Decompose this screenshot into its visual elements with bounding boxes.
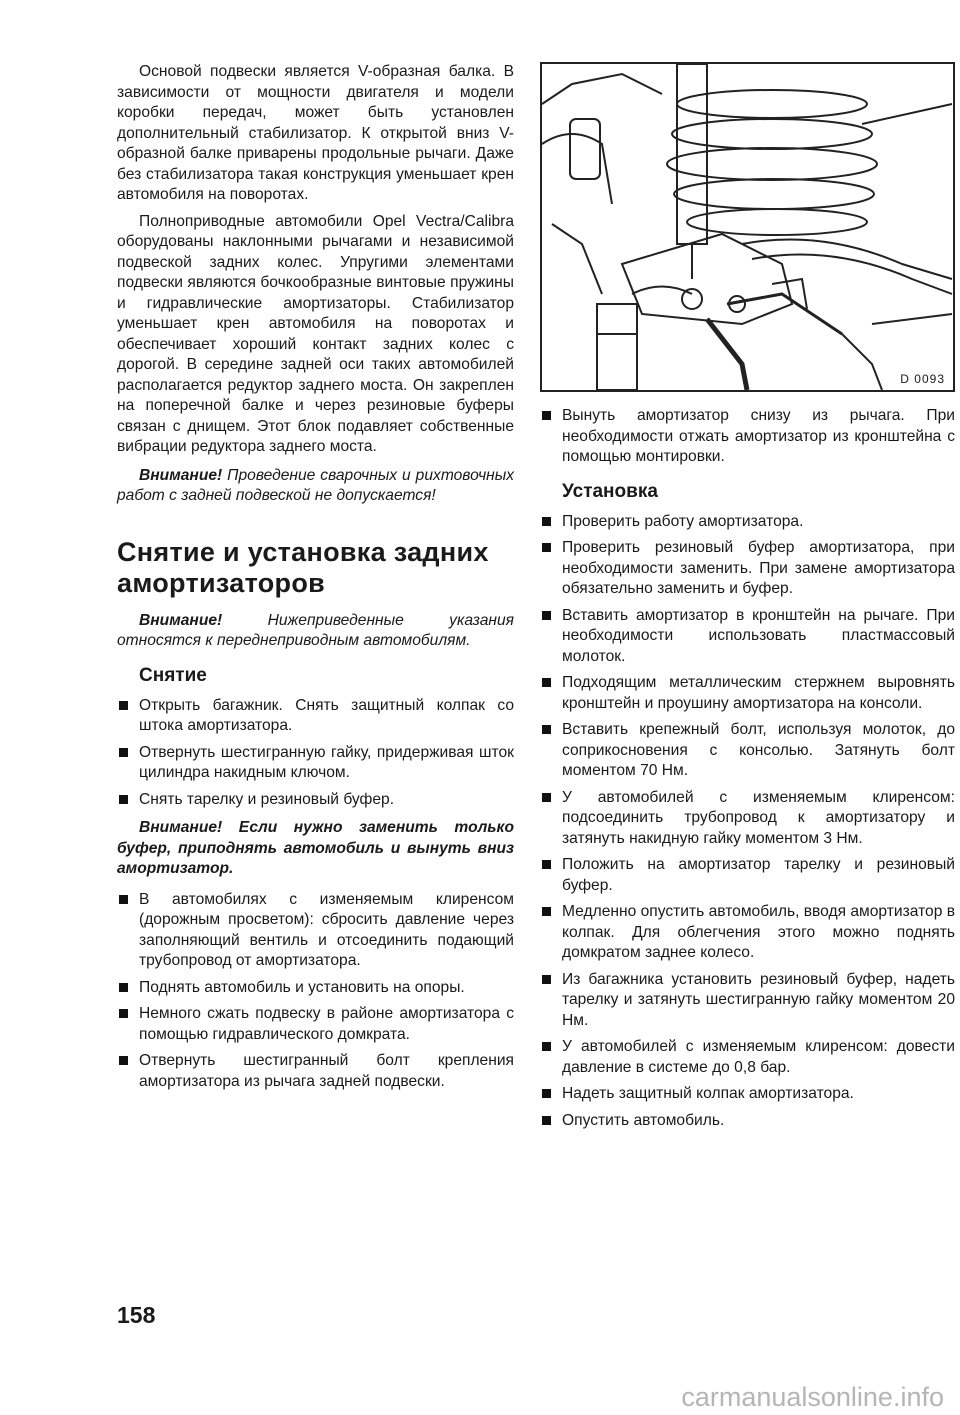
install-steps: [540, 512, 955, 1132]
bullet-icon: [119, 701, 128, 710]
list-item: Медленно опустить автомобиль, вводя амортизатор в колпак. Для облегчения этого можно поднять домкратом заднее колесо.: [540, 902, 955, 964]
bullet-icon: [542, 975, 551, 984]
list-item: Отвернуть шестигранную гайку, придерживая шток цилиндра накидным ключом.: [117, 743, 514, 784]
intro-paragraph-2: Полноприводные автомобили Opel Vectra/Calibra оборудованы наклонными рычагами и независимой подвеской задних колес. Упругими элементами подвески являются бочкообразные винтовые пружины и гидравлические амортизаторы. Стабилизатор уменьшает крен автомобиля на поворотах и обеспечивает хороший контакт задних колес с дорогой. В середине задней оси таких автомобилей располагается редуктор заднего моста. Он закреплен на поперечной балке и через резиновые буферы связан с днищем. Этот блок подавляет собственные вибрации редуктора заднего моста.: [117, 212, 514, 455]
list-item: Вынуть амортизатор снизу из рычага. При необходимости отжать амортизатор из кронштейна с помощью монтировки.: [540, 406, 955, 468]
right-column: [540, 62, 955, 1137]
list-item: Немного сжать подвеску в районе амортизатора с помощью гидравлического домкрата.: [117, 1004, 514, 1045]
bullet-icon: [542, 517, 551, 526]
after-figure-steps: [540, 406, 955, 468]
bullet-icon: [542, 907, 551, 916]
bullet-icon: [119, 1056, 128, 1065]
attention-note-2: [117, 611, 514, 652]
removal-steps-b: [117, 890, 514, 1093]
intro-paragraph-1: Основой подвески является V-образная балка. В зависимости от мощности двигателя и модели коробки передач, может быть установлен дополнительный стабилизатор. К открытой вниз V-образной балке приварены продольные рычаги. Даже без стабилизатора такая конструкция уменьшает крен автомобиля на поворотах.: [117, 63, 514, 203]
page-number: 158: [117, 1302, 156, 1328]
attention-note-1: [117, 466, 514, 507]
removal-steps-a: [117, 696, 514, 811]
removal-heading: Снятие: [139, 664, 207, 686]
list-item: Положить на амортизатор тарелку и резиновый буфер.: [540, 855, 955, 896]
bullet-icon: [119, 983, 128, 992]
bullet-icon: [542, 678, 551, 687]
attention-text: Нижеприведенные указания относятся к переднеприводным автомобилям.: [117, 611, 514, 649]
bullet-icon: [542, 725, 551, 734]
bullet-icon: [542, 543, 551, 552]
bullet-icon: [542, 1089, 551, 1098]
bullet-icon: [119, 895, 128, 904]
bullet-icon: [542, 411, 551, 420]
bullet-icon: [542, 1042, 551, 1051]
figure-code: D 0093: [900, 372, 945, 386]
list-item: Надеть защитный колпак амортизатора.: [540, 1084, 955, 1105]
install-heading: Установка: [562, 480, 658, 502]
list-item: У автомобилей с изменяемым клиренсом: довести давление в системе до 0,8 бар.: [540, 1037, 955, 1078]
shock-absorber-illustration: [542, 64, 953, 390]
attention-label: Внимание!: [139, 611, 268, 629]
list-item: Подходящим металлическим стержнем выровнять кронштейн и проушину амортизатора на консоли.: [540, 673, 955, 714]
list-item: Открыть багажник. Снять защитный колпак со штока амортизатора.: [117, 696, 514, 737]
section-title: Снятие и установка задних амортизаторов: [117, 536, 489, 598]
attention-text: Если нужно заменить только буфер, приподнять автомобиль и вынуть вниз амортизатор.: [117, 819, 514, 877]
list-item: Опустить автомобиль.: [540, 1111, 955, 1132]
bullet-icon: [542, 1116, 551, 1125]
shock-absorber-figure: [540, 62, 955, 392]
watermark: carmanualsonline.info: [681, 1382, 944, 1412]
list-item: Вставить амортизатор в кронштейн на рычаге. При необходимости использовать пластмассовый молоток.: [540, 606, 955, 668]
list-item: Поднять автомобиль и установить на опоры.: [117, 978, 514, 999]
list-item: Проверить работу амортизатора.: [540, 512, 955, 533]
bullet-icon: [119, 795, 128, 804]
left-column: [117, 62, 514, 1098]
list-item: В автомобилях с изменяемым клиренсом (дорожным просветом): сбросить давление через заполняющий вентиль и отсоединить подающий трубопровод от амортизатора.: [117, 890, 514, 972]
attention-note-3: [117, 818, 514, 880]
bullet-icon: [542, 611, 551, 620]
attention-label: Внимание!: [139, 466, 228, 484]
bullet-icon: [119, 1009, 128, 1018]
bullet-icon: [542, 860, 551, 869]
attention-text: Проведение сварочных и рихтовочных работ с задней подвеской не допускается!: [117, 466, 514, 504]
list-item: Снять тарелку и резиновый буфер.: [117, 790, 514, 811]
list-item: Проверить резиновый буфер амортизатора, при необходимости заменить. При замене амортизатора обязательно заменить и буфер.: [540, 538, 955, 600]
attention-label: Внимание!: [139, 819, 239, 836]
bullet-icon: [119, 748, 128, 757]
bullet-icon: [542, 793, 551, 802]
list-item: Вставить крепежный болт, используя молоток, до соприкосновения с консолью. Затянуть болт моментом 70 Нм.: [540, 720, 955, 782]
list-item: Отвернуть шестигранный болт крепления амортизатора из рычага задней подвески.: [117, 1051, 514, 1092]
list-item: Из багажника установить резиновый буфер, надеть тарелку и затянуть шестигранную гайку моментом 20 Нм.: [540, 970, 955, 1032]
list-item: У автомобилей с изменяемым клиренсом: подсоединить трубопровод к амортизатору и затянуть накидную гайку моментом 3 Нм.: [540, 788, 955, 850]
